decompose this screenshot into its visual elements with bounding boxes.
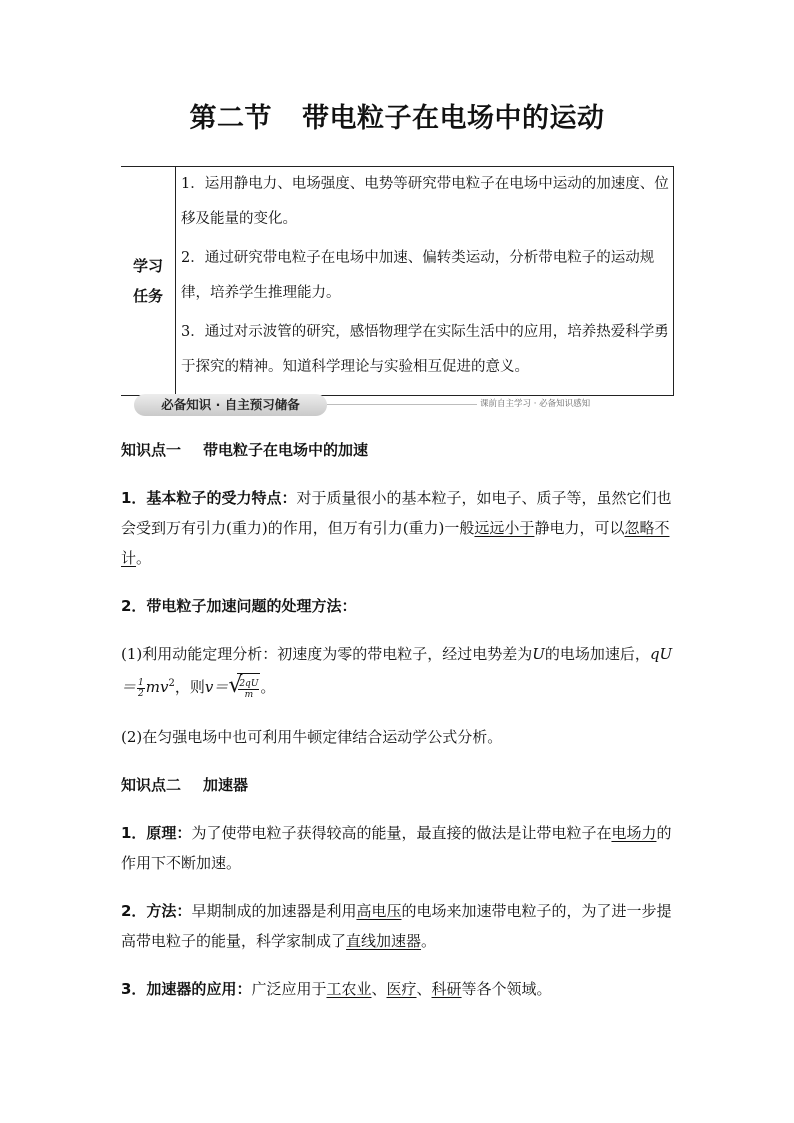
underlined-answer: 忽略不计 [121,519,670,567]
underlined-answer: 科研 [431,979,462,998]
learning-tasks-label: 学习 任务 [121,167,176,395]
paragraph: 1．原理：为了使带电粒子获得较高的能量，最直接的做法是让带电粒子在电场力的作用下不断加速。 [121,823,672,872]
fraction: $\frac{1}{2}$ [138,677,144,699]
banner-note: 课前自主学习 · 必备知识感知 [480,399,591,409]
task-item: 1．运用静电力、电场强度、电势等研究带电粒子在电场中运动的加速度、位移及能量的变化。 [181,176,669,227]
paragraph: 3．加速器的应用：广泛应用于工农业、医疗、科研等各个领域。 [121,979,552,998]
page-title [0,96,794,135]
section-banner: 必备知识 · 自主预习储备 [134,394,327,416]
paragraph: (2)在匀强电场中也可利用牛顿定律结合运动学公式分析。 [121,727,503,746]
underlined-answer: 直线加速器 [346,931,422,950]
underlined-answer: 医疗 [386,979,417,998]
banner-divider [327,404,477,405]
section-title: 带电粒子在电场中的运动 [302,103,605,134]
learning-tasks-box [121,166,674,396]
paragraph: 2．带电粒子加速问题的处理方法： [121,597,357,615]
task-item: 3．通过对示波管的研究，感悟物理学在实际生活中的应用，培养热爱科学勇于探究的精神。知道科学理论与实验相互促进的意义。 [181,324,669,375]
knowledge-point-heading: 知识点一 带电粒子在电场中的加速 [121,441,369,459]
square-root: √ $\frac{2qU}{m}$ [228,673,260,704]
learning-tasks-list [181,167,671,385]
section-number: 第二节 [189,103,272,134]
underlined-answer: 高电压 [356,901,402,920]
paragraph: 1．基本粒子的受力特点：对于质量很小的基本粒子，如电子、质子等，虽然它们也会受到万有引力(重力)的作用，但万有引力(重力)一般远远小于静电力，可以忽略不计。 [121,489,672,567]
underlined-answer: 电场力 [611,823,657,842]
main-content [121,435,675,1022]
paragraph: 2．方法：早期制成的加速器是利用高电压的电场来加速带电粒子的，为了进一步提高带电粒子的能量，科学家制成了直线加速器。 [121,901,672,950]
underlined-answer: 工农业 [326,979,372,998]
task-item: 2．通过研究带电粒子在电场中加速、偏转类运动，分析带电粒子的运动规律，培养学生推理能力。 [181,250,655,301]
knowledge-point-heading: 知识点二 加速器 [121,775,249,794]
underlined-answer: 远远小于 [474,519,535,537]
paragraph: (1)利用动能定理分析：初速度为零的带电粒子，经过电势差为U的电场加速后，qU＝ $\frac{1}{2}$ $mv^2$，则v＝ √ $\frac{2qU}{m}$ 。 [121,639,675,704]
